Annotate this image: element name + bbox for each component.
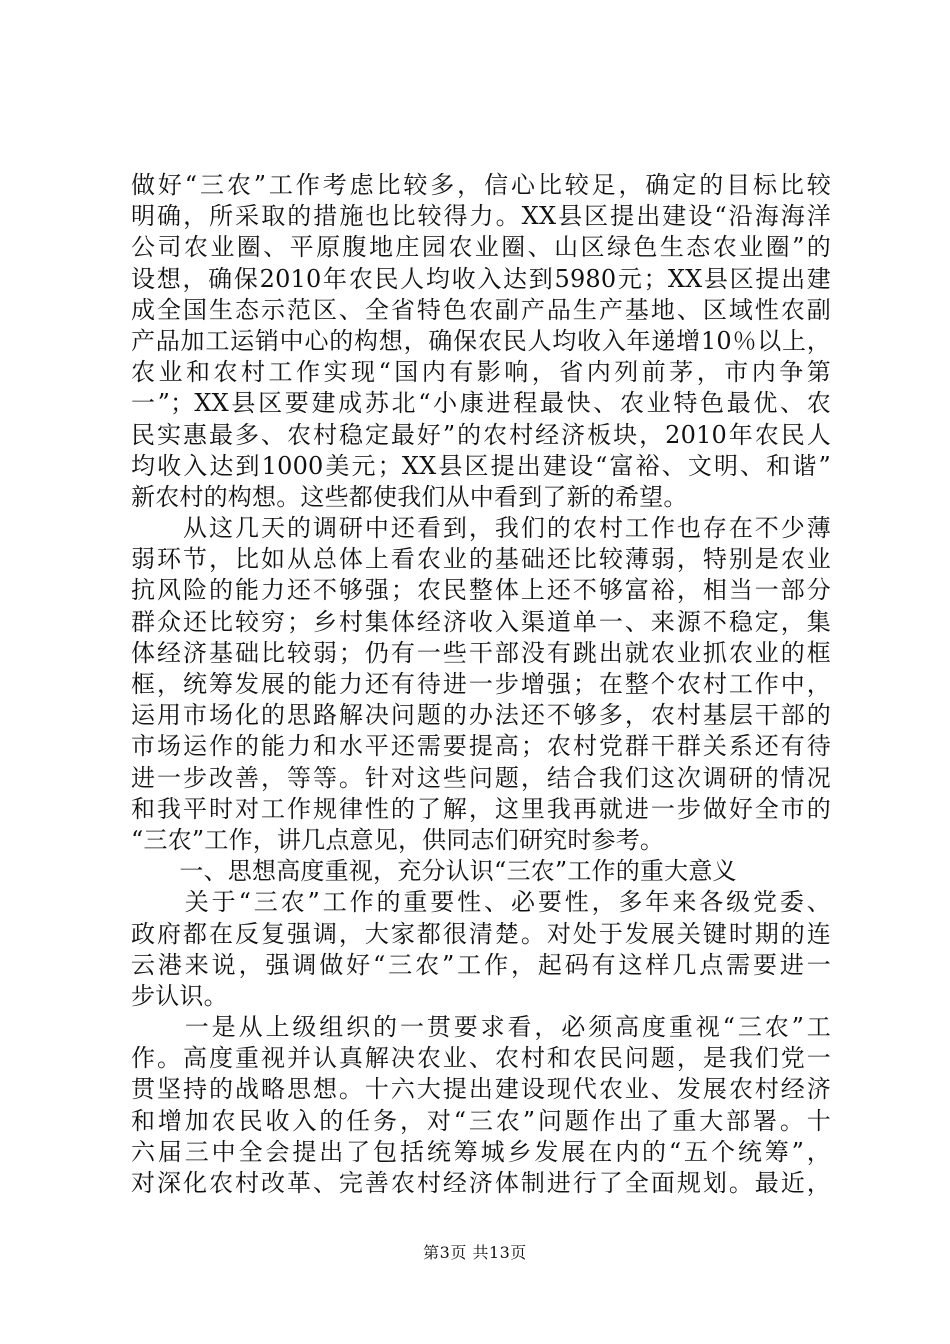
text-line: 和增加农民收入的任务，对“三农”问题作出了重大部署。十 [131, 1106, 831, 1135]
section-heading: 一、思想高度重视，充分认识“三农”工作的重大意义 [131, 857, 737, 886]
text-line: “三农”工作，讲几点意见，供同志们研究时参考。 [131, 825, 665, 854]
text-line: 民实惠最多、农村稳定最好”的农村经济板块，2010年农民人 [131, 420, 831, 449]
text-line: 弱环节，比如从总体上看农业的基础还比较薄弱，特别是农业 [131, 545, 831, 574]
text-line: 新农村的构想。这些都使我们从中看到了新的希望。 [131, 482, 688, 511]
text-line: 一是从上级组织的一贯要求看，必须高度重视“三农”工 [131, 1013, 831, 1042]
text-line: 框，统筹发展的能力还有待进一步增强；在整个农村工作中， [131, 670, 831, 698]
text-line: 步认识。 [131, 981, 228, 1010]
text-line: 作。高度重视并认真解决农业、农村和农民问题，是我们党一 [131, 1044, 831, 1073]
text-line: 云港来说，强调做好“三农”工作，起码有这样几点需要进一 [131, 950, 831, 979]
text-line: 一”；XX县区要建成苏北“小康进程最快、农业特色最优、农 [131, 389, 831, 418]
text-line: 设想，确保2010年农民人均收入达到5980元；XX县区提出建 [131, 264, 831, 293]
text-line: 公司农业圈、平原腹地庄园农业圈、山区绿色生态农业圈”的 [131, 233, 831, 262]
text-line: 体经济基础比较弱；仍有一些干部没有跳出就农业抓农业的框 [131, 638, 831, 667]
page-number: 第3页 共13页 [423, 1243, 527, 1262]
text-line: 和我平时对工作规律性的了解，这里我再就进一步做好全市的 [131, 794, 831, 823]
text-line: 群众还比较穷；乡村集体经济收入渠道单一、来源不稳定，集 [131, 607, 831, 636]
text-line: 市场运作的能力和水平还需要提高；农村党群干群关系还有待 [131, 732, 831, 761]
text-line: 政府都在反复强调，大家都很清楚。对处于发展关键时期的连 [131, 919, 831, 948]
text-line: 从这几天的调研中还看到，我们的农村工作也存在不少薄 [131, 514, 831, 543]
text-line: 贯坚持的战略思想。十六大提出建设现代农业、发展农村经济 [131, 1075, 831, 1104]
text-line: 对深化农村改革、完善农村经济体制进行了全面规划。最近， [131, 1169, 831, 1197]
text-line: 抗风险的能力还不够强；农民整体上还不够富裕，相当一部分 [131, 576, 831, 605]
text-line: 均收入达到1000美元；XX县区提出建设“富裕、文明、和谐” [131, 451, 831, 480]
text-line: 关于“三农”工作的重要性、必要性，多年来各级党委、 [131, 888, 831, 917]
text-line: 农业和农村工作实现“国内有影响，省内列前茅，市内争第 [131, 358, 831, 387]
text-line: 明确，所采取的措施也比较得力。XX县区提出建设“沿海海洋 [131, 202, 831, 231]
text-line: 六届三中全会提出了包括统筹城乡发展在内的“五个统筹”， [131, 1137, 831, 1166]
document-body [131, 170, 831, 1199]
text-line: 成全国生态示范区、全省特色农副产品生产基地、区域性农副 [131, 295, 831, 324]
text-line: 产品加工运销中心的构想，确保农民人均收入年递增10％以上， [131, 326, 831, 355]
text-line: 做好“三农”工作考虑比较多，信心比较足，确定的目标比较 [131, 171, 831, 199]
text-line: 进一步改善，等等。针对这些问题，结合我们这次调研的情况 [131, 763, 831, 792]
text-line: 运用市场化的思路解决问题的办法还不够多，农村基层干部的 [131, 701, 831, 730]
